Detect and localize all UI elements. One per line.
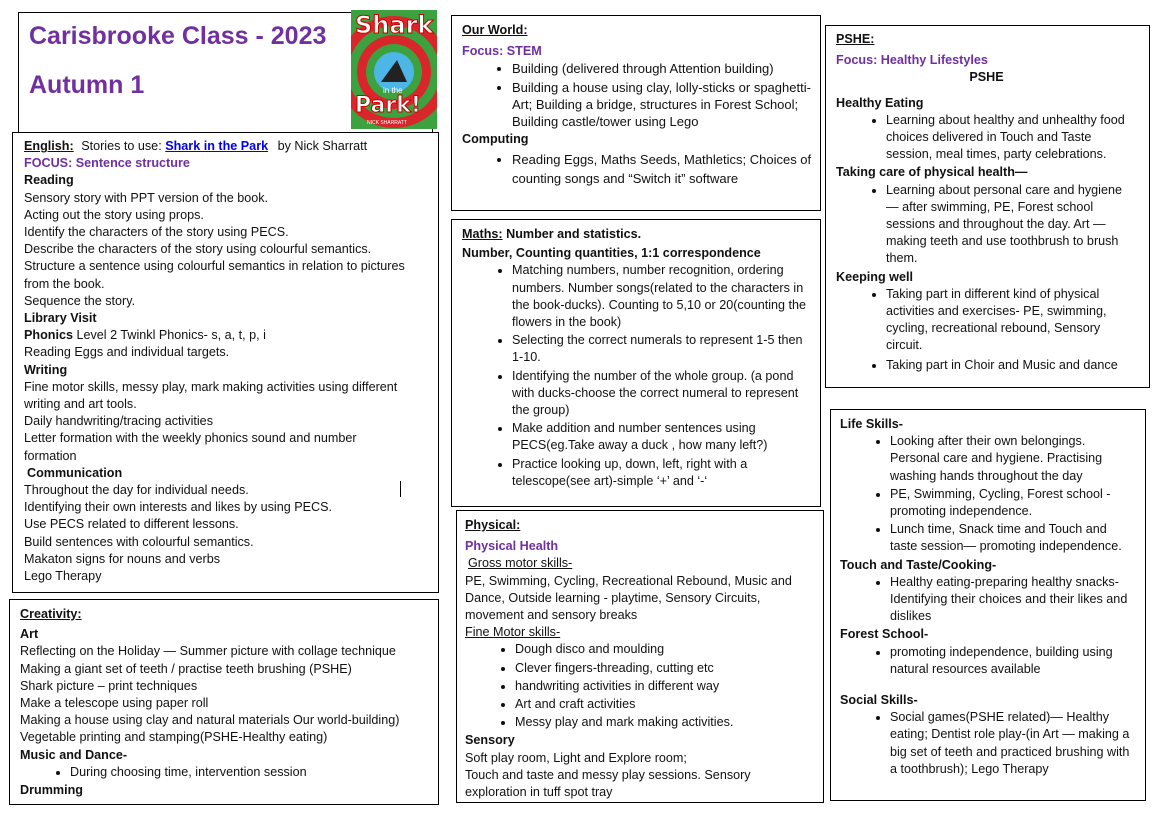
life-skills-item: • PE, Swimming, Cycling, Forest school - promoting independence. [890,486,1131,521]
sensory-line: Touch and taste and messy play sessions. Sensory [465,767,751,782]
life-skills-heading: Life Skills- [840,417,903,431]
art-line: Make a telescope using paper roll [20,696,209,711]
forest-school-heading: Forest School- [840,627,929,642]
art-line: Making a giant set of teeth / practise teeth brushing (PSHE) [20,661,352,676]
forest-school-item: • promoting independence, building using natural resources available [890,644,1131,679]
reading-lines [24,190,438,310]
english-focus: FOCUS: Sentence structure [24,156,190,171]
book-cover-author: NICK SHARRATT [367,120,407,126]
our-world-item: • Building (delivered through Attention building) [512,60,812,78]
gross-motor-heading: Gross motor skills- [468,556,573,571]
social-skills-heading: Social Skills- [840,693,918,708]
keeping-well-list [836,286,1137,375]
text-cursor [400,481,401,497]
social-skills-list [840,709,1131,779]
computing-item: • Reading Eggs, Maths Seeds, Mathletics; Choices of counting songs and “Switch it” software [512,150,812,189]
sensory-line: Soft play room, Light and Explore room; [465,750,687,765]
communication-line: Lego Therapy [24,569,102,584]
art-line: Shark picture – print techniques [20,678,198,693]
page-title: Carisbrooke Class - 2023 [29,22,327,50]
fine-motor-list [465,641,815,732]
physical-box [456,510,824,803]
communication-line: Use PECS related to different lessons. [24,517,239,532]
pshe-focus: Focus: Healthy Lifestyles [836,53,988,68]
fine-motor-item: • Dough disco and moulding [515,641,815,659]
physical-health-heading: Taking care of physical health— [836,165,1028,180]
art-heading: Art [20,627,39,642]
writing-lines [24,379,438,465]
maths-item: • Selecting the correct numerals to represent 1-5 then 1-10. [512,332,808,367]
book-cover-word2: in the [383,86,403,95]
computing-heading: Computing [462,132,529,147]
writing-line: writing and art tools. [24,397,137,412]
gross-motor-line: PE, Swimming, Cycling, Recreational Rebound, Music and [465,573,792,588]
book-cover-word3: Park! [355,93,421,118]
maths-item: • Make addition and number sentences using PECS(eg.Take away a duck , how many left?) [512,420,808,455]
book-author: by Nick Sharratt [277,139,368,153]
creativity-box [9,599,439,805]
communication-line: Throughout the day for individual needs. [24,483,249,498]
maths-item: • Practice looking up, down, left, right with a telescope(see art)-simple ‘+’ and ‘-‘ [512,456,808,491]
fine-motor-item: • Art and craft activities [515,696,815,714]
computing-list [462,150,812,189]
term-title: Autumn 1 [29,71,145,99]
life-skills-box [830,409,1146,801]
gross-motor-line: Dance, Outside learning - playtime, Sensory Circuits, [465,590,761,605]
healthy-eating-item: • Learning about healthy and unhealthy food choices delivered in Touch and Taste session, meal times, party celebrations. [886,112,1137,165]
phonics-text: Level 2 Twinkl Phonics- s, a, t, p, i [76,328,266,343]
phonics-label: Phonics [24,328,73,343]
reading-line: Sensory story with PPT version of the book. [24,190,269,205]
pshe-box [825,25,1150,388]
our-world-focus: Focus: STEM [462,44,542,59]
life-skills-item: • Looking after their own belongings. Personal care and hygiene. Practising washing hands throughout the day [890,433,1131,486]
reading-line: Sequence the story. [24,293,136,308]
book-link[interactable]: Shark in the Park [165,139,269,153]
touch-taste-list [840,574,1131,627]
pshe-heading: PSHE: [836,32,875,46]
our-world-box [451,15,821,211]
phonics-extra: Reading Eggs and individual targets. [24,345,230,360]
book-cover-image [351,10,437,129]
communication-line: Build sentences with colourful semantics. [24,534,254,549]
writing-line: Letter formation with the weekly phonics sound and number [24,431,357,446]
fine-motor-heading: Fine Motor skills- [465,625,561,640]
english-stories-prefix: Stories to use: [81,139,162,153]
maths-list [462,262,808,491]
sensory-heading: Sensory [465,733,515,748]
pshe-center-title: PSHE [969,70,1004,85]
english-heading: English: [24,139,74,153]
sensory-line: exploration in tuff spot tray [465,785,613,800]
english-box [12,132,439,593]
keeping-well-item: • Taking part in Choir and Music and dance [886,357,1137,375]
writing-line: formation [24,448,77,463]
maths-heading-rest: Number and statistics. [506,227,642,241]
reading-heading: Reading [24,173,74,188]
fine-motor-item: • Clever fingers-threading, cutting etc [515,660,815,678]
communication-heading: Communication [27,465,123,480]
life-skills-list [840,433,1131,556]
reading-line: Identify the characters of the story using PECS. [24,225,289,240]
healthy-eating-list [836,112,1137,165]
forest-school-list [840,644,1131,679]
book-cover-word1: Shark [355,11,434,39]
art-line: Vegetable printing and stamping(PSHE-Healthy eating) [20,730,328,745]
drumming-heading: Drumming [20,783,83,798]
communication-line: Identifying their own interests and likes by using PECS. [24,500,333,515]
maths-item: • Matching numbers, number recognition, ordering numbers. Number songs(related to the characters in the book-ducks). Counting to 5,10 or 20(counting the flowers in the book) [512,262,808,332]
music-list [20,764,438,782]
our-world-item: • Building a house using clay, lolly-sticks or spaghetti-Art; Building a bridge, structures in Forest School; Building castle/tower using Lego [512,79,812,132]
physical-health-item: • Learning about personal care and hygiene — after swimming, PE, Forest school sessions and throughout the day. Art — making teeth and use toothbrush to brush them. [886,182,1137,269]
social-skills-item: • Social games(PSHE related)— Healthy eating; Dentist role play-(in Art — making a big set of teeth and practiced brushing with a toothbrush); Lego Therapy [890,709,1131,779]
our-world-heading: Our World: [462,23,528,37]
life-skills-item: • Lunch time, Snack time and Touch and taste session— promoting independence. [890,521,1131,556]
music-item: • During choosing time, intervention session [70,764,438,782]
reading-line: Describe the characters of the story using colourful semantics. [24,242,372,257]
creativity-heading: Creativity: [20,607,82,621]
library-heading: Library Visit [24,311,97,326]
writing-line: Fine motor skills, messy play, mark making activities using different [24,379,398,394]
reading-line: Structure a sentence using colourful semantics in relation to pictures [24,259,405,274]
writing-line: Daily handwriting/tracing activities [24,414,213,429]
keeping-well-item: • Taking part in different kind of physical activities and exercises- PE, swimming, cycling, recreational rebound, Sensory circuit. [886,286,1137,356]
communication-line: Makaton signs for nouns and verbs [24,551,221,566]
maths-heading: Maths: [462,227,503,241]
keeping-well-heading: Keeping well [836,269,913,284]
writing-heading: Writing [24,362,68,377]
healthy-eating-heading: Healthy Eating [836,95,924,110]
art-line: Making a house using clay and natural materials Our world-building) [20,713,400,728]
fine-motor-item: • handwriting activities in different way [515,678,815,696]
physical-health-list [836,182,1137,269]
fine-motor-item: • Messy play and mark making activities. [515,714,815,732]
maths-item: • Identifying the number of the whole group. (a pond with ducks-choose the correct numeral to represent the group) [512,368,808,421]
gross-motor-line: movement and sensory breaks [465,608,638,623]
physical-heading: Physical: [465,518,521,532]
communication-lines [24,482,438,585]
physical-subheading: Physical Health [465,539,559,554]
maths-subheading: Number, Counting quantities, 1:1 correspondence [462,246,761,261]
art-line: Reflecting on the Holiday — Summer picture with collage technique [20,644,396,659]
music-heading: Music and Dance- [20,747,128,762]
reading-line: Acting out the story using props. [24,207,204,222]
reading-line: from the book. [24,276,105,291]
maths-box [451,219,821,507]
our-world-list [462,60,812,131]
touch-taste-heading: Touch and Taste/Cooking- [840,557,997,572]
touch-taste-item: • Healthy eating-preparing healthy snacks-Identifying their choices and their likes and dislikes [890,574,1131,627]
